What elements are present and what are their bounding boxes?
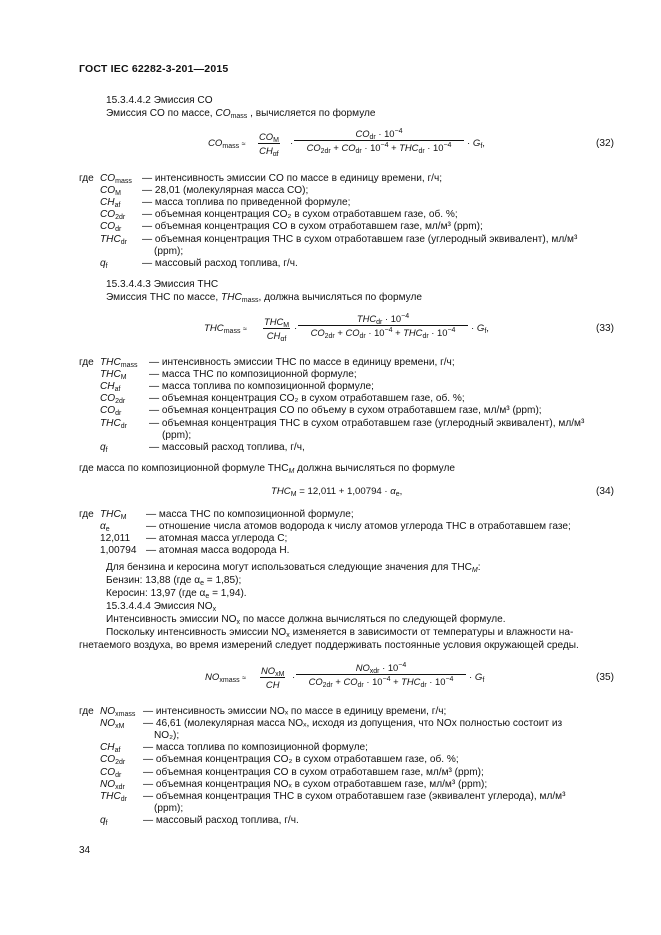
definition-text: — объемная концентрация CO₂ в сухом отработавшем газе, об. %; [142, 209, 458, 221]
term-subscript: f [105, 262, 108, 270]
definition-prefix: где [79, 173, 94, 184]
term-symbol: NO [100, 778, 116, 790]
definition-text: — объемная концентрация CO по объему в сухом отработавшем газе, мл/м³ (ppm); [149, 405, 542, 417]
term-symbol: CO [100, 766, 116, 778]
definition-prefix: где [79, 509, 94, 520]
definition-term [100, 779, 125, 791]
definition-text: — масса топлива по приведенной формуле; [142, 197, 351, 209]
term-subscript: dr [115, 410, 122, 418]
term-symbol: THC [100, 357, 121, 368]
term-subscript: f [105, 819, 108, 827]
section-intro-co: Эмиссия CO по массе, $CO_{mass}$ , вычисляется по формуле [106, 108, 376, 120]
definition-text: — 46,61 (молекулярная масса NOₓ, исходя из допущения, что NOx полностью состоит из [143, 718, 563, 730]
definition-text: — объемная концентрация CO₂ в сухом отработавшем газе, об. %; [149, 393, 465, 405]
definition-term [100, 791, 127, 803]
nox-paragraph-2: гнетаемого воздуха, во время измерений следует поддерживать постоянные условия окружающей среды. [79, 640, 579, 651]
definition-term [100, 442, 108, 454]
definition-term [100, 754, 125, 766]
definition-term [100, 718, 124, 730]
term-symbol: 12,011 [100, 533, 131, 545]
definition-text: — масса топлива по композиционной формуле; [149, 381, 374, 393]
term-subscript: dr [115, 226, 122, 234]
definition-text: — атомная масса водорода H. [146, 545, 290, 557]
definition-term [100, 381, 120, 393]
definition-text: — масса THC по композиционной формуле; [146, 509, 354, 520]
term-subscript: af [114, 747, 121, 755]
term-symbol: CO [100, 754, 116, 766]
definition-text: — 28,01 (молекулярная масса CO); [142, 185, 309, 197]
term-symbol: CH [100, 742, 115, 754]
definition-term [100, 197, 120, 209]
term-symbol: CH [100, 197, 115, 209]
definition-term [100, 533, 130, 545]
definition-term [100, 509, 127, 521]
definition-text: — массовый расход топлива, г/ч. [143, 814, 299, 826]
term-subscript: xdr [115, 783, 125, 791]
term-symbol: 1,00794 [100, 545, 137, 557]
page-number: 34 [79, 845, 91, 856]
term-subscript: f [105, 446, 108, 454]
definition-term [100, 221, 121, 233]
definition-term [100, 393, 125, 405]
term-symbol: CO [100, 185, 116, 197]
definition-text: — объемная концентрация CO₂ в сухом отработавшем газе, об. %; [143, 754, 459, 766]
term-symbol: CH [100, 381, 115, 393]
term-subscript: af [114, 202, 121, 210]
term-symbol: q [100, 257, 106, 269]
term-subscript: mass [120, 362, 138, 369]
definition-term [100, 706, 135, 718]
term-subscript: e [105, 526, 110, 534]
definition-term [100, 405, 121, 417]
definition-prefix: где [79, 706, 94, 717]
term-symbol: q [100, 814, 106, 826]
kerosin-value: Керосин: 13,97 (где $\alpha_e = 1,94$). [106, 588, 247, 600]
definition-term [100, 209, 125, 221]
definition-term [100, 418, 127, 430]
term-subscript: dr [120, 422, 127, 430]
definition-text: — массовый расход топлива, г/ч, [149, 441, 305, 453]
definition-term [100, 521, 110, 533]
definition-term [100, 815, 108, 827]
thc-m-intro: где масса по композиционной формуле $THC_M$ должна вычисляться по формуле [79, 463, 455, 475]
definition-text: — объемная концентрация THC в сухом отработавшем газе (эквивалент углерода), мл/м³ [143, 790, 566, 802]
definition-term [100, 767, 121, 779]
term-symbol: CO [100, 173, 116, 184]
definition-text: — массовый расход топлива, г/ч. [142, 257, 298, 269]
definition-text: — масса THC по композиционной формуле; [149, 369, 357, 381]
section-intro-nox: Интенсивность эмиссии $NO_x$ по массе должна вычисляться по следующей формуле. [106, 614, 506, 626]
section-intro-thc: Эмиссия THC по массе, $THC_{mass}$, должна вычисляться по формуле [106, 292, 422, 304]
term-subscript: dr [120, 238, 127, 246]
term-symbol: THC [100, 369, 121, 381]
definition-text: NO₂); [154, 730, 180, 742]
term-subscript: xM [115, 723, 125, 731]
definition-text: — объемная концентрация THC в сухом отработавшем газе (углеродный эквивалент), мл/м³ [149, 417, 585, 429]
term-subscript: xmass [115, 711, 136, 718]
term-subscript: af [114, 386, 121, 394]
term-symbol: CO [100, 405, 116, 417]
term-symbol: NO [100, 718, 116, 730]
section-title-thc: 15.3.4.4.3 Эмиссия THC [106, 279, 219, 290]
nox-paragraph-1: Поскольку интенсивность эмиссии $NO_x$ изменяется в зависимости от температуры и влажности на- [106, 627, 574, 639]
definition-term [100, 234, 127, 246]
term-subscript: M [115, 190, 121, 198]
definition-text: — отношение числа атомов водорода к числу атомов углерода THC в отработавшем газе; [146, 521, 571, 533]
definition-text: — объемная концентрация CO в сухом отработавшем газе, мл/м³ (ppm); [143, 766, 484, 778]
term-symbol: NO [100, 706, 116, 717]
definition-text: — интенсивность эмиссии CO по массе в единицу времени, г/ч; [142, 173, 443, 184]
term-symbol: THC [100, 790, 121, 802]
definition-text: (ppm); [154, 802, 184, 814]
benzin-value: Бензин: 13,88 (где $\alpha_e = 1,85$); [106, 575, 242, 587]
definition-text: — атомная масса углерода C; [146, 533, 288, 545]
definition-text: — объемная концентрация CO в сухом отработавшем газе, мл/м³ (ppm); [142, 221, 483, 233]
definition-term [100, 173, 132, 185]
definition-term [100, 185, 121, 197]
definition-term [100, 357, 137, 369]
definition-text: (ppm); [162, 429, 192, 441]
term-symbol: THC [100, 417, 121, 429]
term-subscript: mass [115, 178, 132, 185]
definition-text: (ppm); [154, 245, 184, 257]
term-subscript: 2dr [115, 759, 126, 767]
term-subscript: 2dr [115, 214, 126, 222]
term-symbol: α [100, 521, 106, 533]
definition-term [100, 742, 120, 754]
term-symbol: THC [100, 233, 121, 245]
term-symbol: CO [100, 393, 116, 405]
definition-text: — объемная концентрация THC в сухом отработавшем газе (углеродный эквивалент), мл/м³ [142, 233, 578, 245]
section-title-nox: 15.3.4.4.4 Эмиссия $NO_x$ [106, 601, 217, 613]
term-subscript: 2dr [115, 398, 126, 406]
term-symbol: CO [100, 221, 116, 233]
term-subscript: M [120, 374, 127, 382]
definition-text: — интенсивность эмиссии THC по массе в единицу времени, г/ч; [149, 357, 455, 368]
term-symbol: CO [100, 209, 116, 221]
definition-text: — интенсивность эмиссии NOₓ по массе в единицу времени, г/ч; [143, 706, 447, 717]
definition-text: — объемная концентрация NOₓ в сухом отработавшем газе, мл/м³ (ppm); [143, 778, 488, 790]
definition-text: — масса топлива по композиционной формуле; [143, 742, 368, 754]
term-subscript: dr [120, 795, 127, 803]
term-subscript: M [120, 514, 127, 521]
term-symbol: q [100, 441, 106, 453]
definition-prefix: где [79, 357, 94, 368]
definition-term [100, 545, 137, 557]
document-header: ГОСТ IEC 62282-3-201—2015 [79, 63, 229, 75]
term-subscript: dr [115, 771, 122, 779]
term-symbol: THC [100, 509, 121, 520]
fuel-values-intro: Для бензина и керосина могут использоваться следующие значения для $THC_M$: [106, 562, 481, 574]
definition-term [100, 258, 108, 270]
definition-term [100, 369, 127, 381]
section-title-co: 15.3.4.4.2 Эмиссия CO [106, 95, 213, 106]
